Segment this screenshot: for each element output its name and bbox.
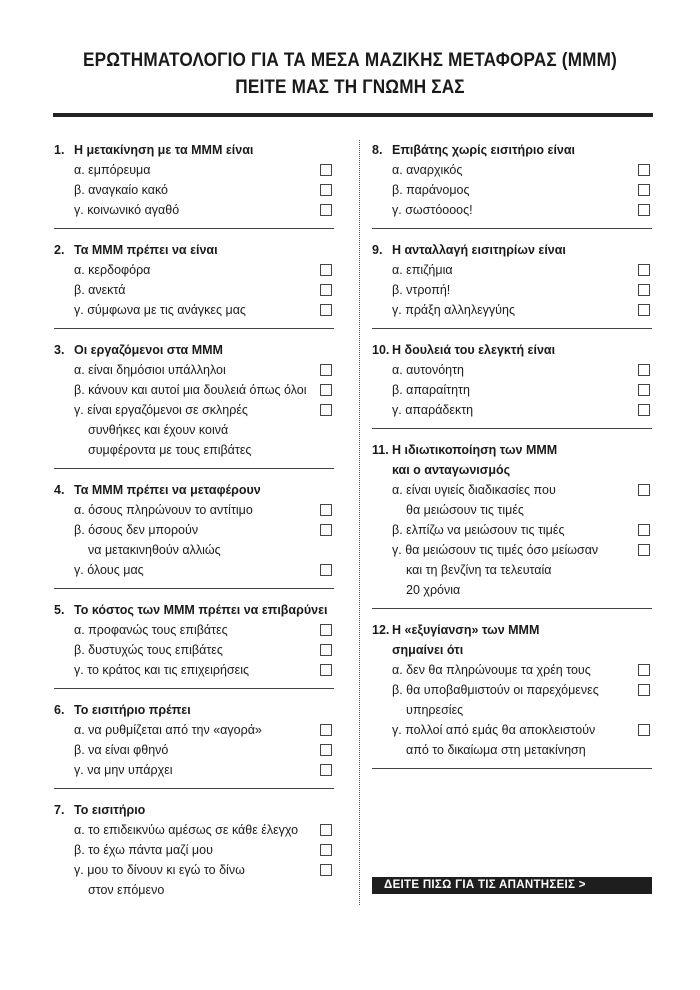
question-text-continued xyxy=(372,460,652,480)
question-heading xyxy=(372,620,652,640)
option-checkbox[interactable] xyxy=(638,204,650,216)
option-label-continued xyxy=(372,560,652,580)
option-c xyxy=(372,540,652,560)
option-label: γ. μου το δίνουν κι εγώ το δίνω xyxy=(74,863,245,877)
option-a xyxy=(372,660,652,680)
option-a xyxy=(372,480,652,500)
question-text: Η δουλειά του ελεγκτή είναι xyxy=(392,343,556,357)
option-checkbox[interactable] xyxy=(320,284,332,296)
option-b xyxy=(372,520,652,540)
option-a xyxy=(372,160,652,180)
option-label: α. αναρχικός xyxy=(392,163,463,177)
option-checkbox[interactable] xyxy=(638,544,650,556)
option-a xyxy=(54,820,334,840)
option-a xyxy=(54,620,334,640)
question-7 xyxy=(54,800,334,900)
option-label-continued xyxy=(372,580,652,600)
option-c xyxy=(54,300,334,320)
question-number: 10. xyxy=(372,343,390,357)
question-text: Η μετακίνηση με τα ΜΜΜ είναι xyxy=(74,143,254,157)
question-heading xyxy=(54,700,334,720)
option-checkbox[interactable] xyxy=(320,364,332,376)
option-label: β. θα υποβαθμιστούν οι παρεχόμενες xyxy=(392,683,599,697)
question-text: Τα ΜΜΜ πρέπει να είναι xyxy=(74,243,218,257)
option-label-continued xyxy=(372,500,652,520)
option-label: α. δεν θα πληρώνουμε τα χρέη τους xyxy=(392,663,591,677)
option-checkbox[interactable] xyxy=(320,664,332,676)
option-checkbox[interactable] xyxy=(638,724,650,736)
option-label: γ. σύμφωνα με τις ανάγκες μας xyxy=(74,303,246,317)
option-a xyxy=(54,720,334,740)
question-text: Το κόστος των ΜΜΜ πρέπει να επιβαρύνει xyxy=(74,603,328,617)
option-b xyxy=(372,280,652,300)
option-c xyxy=(372,400,652,420)
option-label: β. δυστυχώς τους επιβάτες xyxy=(74,643,223,657)
page-title xyxy=(42,47,658,101)
question-separator xyxy=(372,428,652,429)
question-separator xyxy=(54,468,334,469)
option-b xyxy=(54,180,334,200)
option-label-line: συνθήκες και έχουν κοινά xyxy=(88,423,229,437)
option-checkbox[interactable] xyxy=(320,304,332,316)
option-checkbox[interactable] xyxy=(320,204,332,216)
option-label: β. όσους δεν μπορούν xyxy=(74,523,199,537)
option-a xyxy=(54,360,334,380)
question-number: 8. xyxy=(372,143,383,157)
question-separator xyxy=(54,328,334,329)
option-c xyxy=(54,760,334,780)
question-heading xyxy=(54,240,334,260)
option-b xyxy=(372,380,652,400)
option-c xyxy=(54,860,334,880)
question-6 xyxy=(54,700,334,780)
title-divider xyxy=(53,113,653,117)
question-heading xyxy=(54,800,334,820)
option-label-line: στον επόμενο xyxy=(88,883,165,897)
question-separator xyxy=(372,228,652,229)
option-a xyxy=(54,500,334,520)
option-label-continued xyxy=(54,420,334,440)
option-checkbox[interactable] xyxy=(638,364,650,376)
option-label-line: υπηρεσίες xyxy=(406,703,464,717)
option-checkbox[interactable] xyxy=(320,764,332,776)
question-text: Η ιδιωτικοποίηση των ΜΜΜ xyxy=(392,443,558,457)
option-checkbox[interactable] xyxy=(320,404,332,416)
question-text: Τα ΜΜΜ πρέπει να μεταφέρουν xyxy=(74,483,261,497)
question-heading xyxy=(372,240,652,260)
option-label: α. να ρυθμίζεται από την «αγορά» xyxy=(74,723,262,737)
option-label: α. το επιδεικνύω αμέσως σε κάθε έλεγχο xyxy=(74,823,299,837)
option-label: β. αναγκαίο κακό xyxy=(74,183,168,197)
question-number: 6. xyxy=(54,703,65,717)
option-checkbox[interactable] xyxy=(320,824,332,836)
option-checkbox[interactable] xyxy=(320,724,332,736)
option-a xyxy=(54,160,334,180)
option-label-continued xyxy=(54,880,334,900)
option-label-line: θα μειώσουν τις τιμές xyxy=(406,503,524,517)
question-text: Επιβάτης χωρίς εισιτήριο είναι xyxy=(392,143,576,157)
option-c xyxy=(372,300,652,320)
question-1 xyxy=(54,140,334,220)
question-number: 12. xyxy=(372,623,390,637)
option-checkbox[interactable] xyxy=(638,664,650,676)
option-label: α. κερδοφόρα xyxy=(74,263,151,277)
question-heading xyxy=(54,480,334,500)
question-text-line-2: σημαίνει ότι xyxy=(392,643,464,657)
option-b xyxy=(372,180,652,200)
option-checkbox[interactable] xyxy=(320,844,332,856)
option-checkbox[interactable] xyxy=(638,684,650,696)
question-text: Το εισιτήριο πρέπει xyxy=(74,703,191,717)
option-checkbox[interactable] xyxy=(320,624,332,636)
option-label: γ. σωστόοοος! xyxy=(392,203,473,217)
question-text-line-2: και ο ανταγωνισμός xyxy=(392,463,511,477)
question-text: Η «εξυγίανση» των ΜΜΜ xyxy=(392,623,540,637)
question-3 xyxy=(54,340,334,460)
option-checkbox[interactable] xyxy=(638,304,650,316)
option-label: β. κάνουν και αυτοί μια δουλειά όπως όλοι xyxy=(74,383,307,397)
question-number: 1. xyxy=(54,143,65,157)
option-label-line: συμφέροντα με τους επιβάτες xyxy=(88,443,252,457)
see-back-banner xyxy=(372,877,652,894)
question-separator xyxy=(54,228,334,229)
option-label-continued xyxy=(54,440,334,460)
option-checkbox[interactable] xyxy=(638,404,650,416)
option-checkbox[interactable] xyxy=(638,524,650,536)
question-number: 7. xyxy=(54,803,65,817)
option-checkbox[interactable] xyxy=(638,264,650,276)
option-checkbox[interactable] xyxy=(638,164,650,176)
option-checkbox[interactable] xyxy=(638,184,650,196)
option-checkbox[interactable] xyxy=(320,644,332,656)
option-checkbox[interactable] xyxy=(320,524,332,536)
question-10 xyxy=(372,340,652,420)
option-a xyxy=(372,360,652,380)
question-separator xyxy=(372,608,652,609)
question-heading xyxy=(372,140,652,160)
option-c xyxy=(54,560,334,580)
option-c xyxy=(372,200,652,220)
option-label: α. εμπόρευμα xyxy=(74,163,151,177)
option-label: γ. είναι εργαζόμενοι σε σκληρές xyxy=(74,403,248,417)
option-label: α. είναι υγιείς διαδικασίες που xyxy=(392,483,556,497)
question-heading xyxy=(372,440,652,460)
option-c xyxy=(54,660,334,680)
option-label: β. ντροπή! xyxy=(392,283,451,297)
question-text: Το εισιτήριο xyxy=(74,803,146,817)
option-label-continued xyxy=(372,740,652,760)
option-label: α. αυτονόητη xyxy=(392,363,464,377)
question-number: 4. xyxy=(54,483,65,497)
question-separator xyxy=(54,588,334,589)
option-c xyxy=(372,720,652,740)
option-label: β. παράνομος xyxy=(392,183,470,197)
option-checkbox[interactable] xyxy=(638,284,650,296)
option-b xyxy=(54,380,334,400)
option-label: β. ελπίζω να μειώσουν τις τιμές xyxy=(392,523,565,537)
option-checkbox[interactable] xyxy=(320,164,332,176)
question-number: 2. xyxy=(54,243,65,257)
option-label: γ. να μην υπάρχει xyxy=(74,763,173,777)
option-checkbox[interactable] xyxy=(320,184,332,196)
option-label: γ. κοινωνικό αγαθό xyxy=(74,203,180,217)
question-number: 5. xyxy=(54,603,65,617)
question-9 xyxy=(372,240,652,320)
question-heading xyxy=(372,340,652,360)
option-b xyxy=(54,840,334,860)
option-label-line: από το δικαίωμα στη μετακίνηση xyxy=(406,743,586,757)
option-label-line: και τη βενζίνη τα τελευταία xyxy=(406,563,552,577)
question-12 xyxy=(372,620,652,760)
option-b xyxy=(54,640,334,660)
option-checkbox[interactable] xyxy=(320,744,332,756)
question-text-continued xyxy=(372,640,652,660)
question-number: 9. xyxy=(372,243,383,257)
question-separator xyxy=(372,328,652,329)
question-heading xyxy=(54,340,334,360)
question-separator xyxy=(372,768,652,769)
option-label: β. να είναι φθηνό xyxy=(74,743,169,757)
option-c xyxy=(54,400,334,420)
question-heading xyxy=(54,600,334,620)
option-label: γ. το κράτος και τις επιχειρήσεις xyxy=(74,663,249,677)
option-b xyxy=(54,740,334,760)
question-text: Η ανταλλαγή εισιτηρίων είναι xyxy=(392,243,566,257)
option-label-line: να μετακινηθούν αλλιώς xyxy=(88,543,221,557)
question-number: 3. xyxy=(54,343,65,357)
title-line-2: ΠΕΙΤΕ ΜΑΣ ΤΗ ΓΝΩΜΗ ΣΑΣ xyxy=(235,76,465,98)
option-label: α. όσους πληρώνουν το αντίτιμο xyxy=(74,503,253,517)
option-label: β. απαραίτητη xyxy=(392,383,470,397)
option-label: γ. όλους μας xyxy=(74,563,144,577)
question-heading xyxy=(54,140,334,160)
option-label: γ. πράξη αλληλεγγύης xyxy=(392,303,515,317)
option-checkbox[interactable] xyxy=(638,384,650,396)
question-text: Οι εργαζόμενοι στα ΜΜΜ xyxy=(74,343,223,357)
option-label: γ. πολλοί από εμάς θα αποκλειστούν xyxy=(392,723,596,737)
option-label: α. επιζήμια xyxy=(392,263,453,277)
question-4 xyxy=(54,480,334,580)
option-checkbox[interactable] xyxy=(320,564,332,576)
question-8 xyxy=(372,140,652,220)
option-a xyxy=(54,260,334,280)
option-label: β. το έχω πάντα μαζί μου xyxy=(74,843,213,857)
option-a xyxy=(372,260,652,280)
option-label: γ. θα μειώσουν τις τιμές όσο μείωσαν xyxy=(392,543,599,557)
option-checkbox[interactable] xyxy=(320,504,332,516)
option-c xyxy=(54,200,334,220)
option-label: α. προφανώς τους επιβάτες xyxy=(74,623,228,637)
option-label-continued xyxy=(372,700,652,720)
option-checkbox[interactable] xyxy=(638,484,650,496)
option-checkbox[interactable] xyxy=(320,864,332,876)
question-11 xyxy=(372,440,652,600)
question-2 xyxy=(54,240,334,320)
question-separator xyxy=(54,788,334,789)
see-back-label: ΔΕΙΤΕ ΠΙΣΩ ΓΙΑ ΤΙΣ ΑΠΑΝΤΗΣΕΙΣ > xyxy=(384,879,586,891)
question-number: 11. xyxy=(372,443,389,457)
option-label: γ. απαράδεκτη xyxy=(392,403,474,417)
option-checkbox[interactable] xyxy=(320,264,332,276)
option-b xyxy=(54,280,334,300)
question-separator xyxy=(54,688,334,689)
option-label: α. είναι δημόσιοι υπάλληλοι xyxy=(74,363,226,377)
option-label-continued xyxy=(54,540,334,560)
option-b xyxy=(372,680,652,700)
option-b xyxy=(54,520,334,540)
question-5 xyxy=(54,600,334,680)
column-divider xyxy=(359,140,360,905)
option-label-line: 20 χρόνια xyxy=(406,583,461,597)
title-line-1: ΕΡΩΤΗΜΑΤΟΛΟΓΙΟ ΓΙΑ ΤΑ ΜΕΣΑ ΜΑΖΙΚΗΣ ΜΕΤΑΦΟΡΑΣ (ΜΜΜ) xyxy=(82,49,618,71)
option-checkbox[interactable] xyxy=(320,384,332,396)
option-label: β. ανεκτά xyxy=(74,283,126,297)
